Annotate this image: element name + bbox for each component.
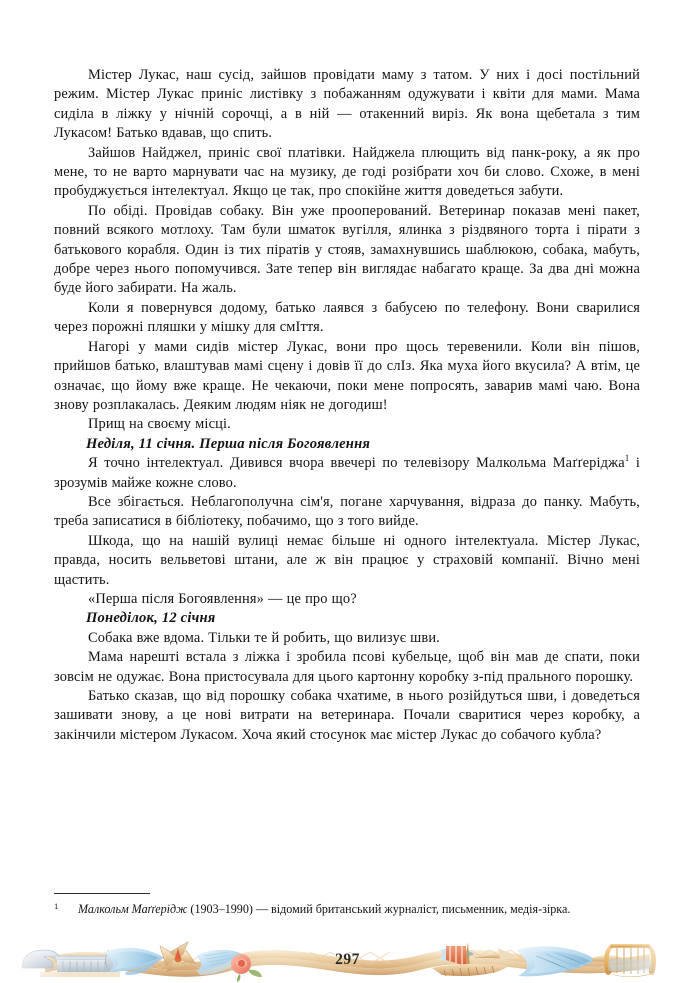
paragraph: Прищ на своєму місці. <box>88 416 231 433</box>
page-number: 297 <box>335 951 360 968</box>
footnote-description: (1903–1990) — відомий британський журналіст, письменник, медія-зірка. <box>187 902 571 916</box>
paragraph: Містер Лукас, наш сусід, зайшов провідати маму з татом. У них і досі постільний режим. Містер Лукас приніс листівку з побажанням одужувати і квіти для мами. Мама сиділа в ліжку у нічній сорочці, а в ній — отакенний виріз. Як вона щебетала з тим Лукасом! Батько вдавав, що спить. <box>54 67 640 142</box>
paragraph: Батько сказав, що від порошку собака чхатиме, в нього розійдуться шви, і доведеться зашивати знову, а це нові витрати на ветеринара. Почали сваритися через коробку, а закінчили містером Лукасом. Хоча який стосунок має містер Лукас до собачого кубла? <box>54 688 640 743</box>
paragraph-text-before-footnote: Я точно інтелектуал. Дивився вчора ввечері по телевізору Малкольма Маґґеріджа <box>88 455 625 472</box>
paragraph: «Перша після Богоявлення» — це про що? <box>88 590 357 607</box>
footnote-person-name: Малкольм Маґґерідж <box>78 902 188 916</box>
diary-date-heading-sunday: Неділя, 11 січня. Перша після Богоявлення <box>86 435 371 452</box>
paragraph: Мама нарешті встала з ліжка і зробила псові кубельце, щоб він мав де спати, поки зовсім не одужає. Вона пристосувала для цього картонну коробку з-під прального порошку. <box>54 649 640 685</box>
paragraph: По обіді. Провідав собаку. Він уже прооперований. Ветеринар показав мені пакет, повний всякого мотлоху. Там були шматок вугілля, ялинка з різдвяного торта і пірати з батькового корабля. Один із тих піратів у стояв, замахнувшись шаблюкою, собака, мабуть, добре через нього попомучився. Зате тепер він виглядає набагато краще. За два дні можна буде його забирати. На жаль. <box>54 202 640 297</box>
decorative-footer-ornament <box>0 928 695 983</box>
footnote <box>54 893 644 917</box>
paragraph-with-footnote <box>54 454 640 493</box>
paragraph: Нагорі у мами сидів містер Лукас, вони про щось теревенили. Коли він пішов, прийшов батько, влаштував мамі сцену і довів її до слІз. Яка муха його вкусила? А втім, це означає, що йому вже краще. Не чекаючи, поки мене попросять, заварив мамі чаю. Вона знову розплакалась. Деяким людям ніяк не догодиш! <box>54 338 640 413</box>
footnote-reference-marker[interactable]: 1 <box>624 453 630 464</box>
paragraph-text-after-footnote: і зрозумів майже кожне слово. <box>54 455 640 491</box>
footnote-separator-rule <box>54 893 150 894</box>
text-column <box>54 66 640 745</box>
paragraph: Шкода, що на нашій вулиці немає більше ні одного інтелектуала. Містер Лукас, правда, носить вельветові штани, але ж він працює у страховій компанії. Вічно мені щастить. <box>54 532 640 588</box>
paragraph: Зайшов Найджел, приніс свої платівки. Найджела плющить від панк-року, а як про мене, то не варто марнувати час на музику, де годі розібрати хоч би слово. Схоже, в мені пробуджується інтелектуал. Якщо це так, про спокійне життя доведеться забути. <box>54 144 640 200</box>
paragraph: Коли я повернувся додому, батько лаявся з бабусею по телефону. Вони сварилися через порожні пляшки у мішку для смІття. <box>54 299 640 336</box>
paragraph: Все збігається. Неблагополучна сім'я, погане харчування, відраза до панку. Мабуть, треба записатися в бібліотеку, побачимо, що з того вийде. <box>54 493 640 530</box>
paragraph: Собака вже вдома. Тільки те й робить, що вилизує шви. <box>88 629 440 646</box>
footnote-text <box>54 901 644 917</box>
footnote-marker: 1 <box>54 901 59 911</box>
diary-date-heading-monday: Понеділок, 12 січня <box>86 610 216 627</box>
